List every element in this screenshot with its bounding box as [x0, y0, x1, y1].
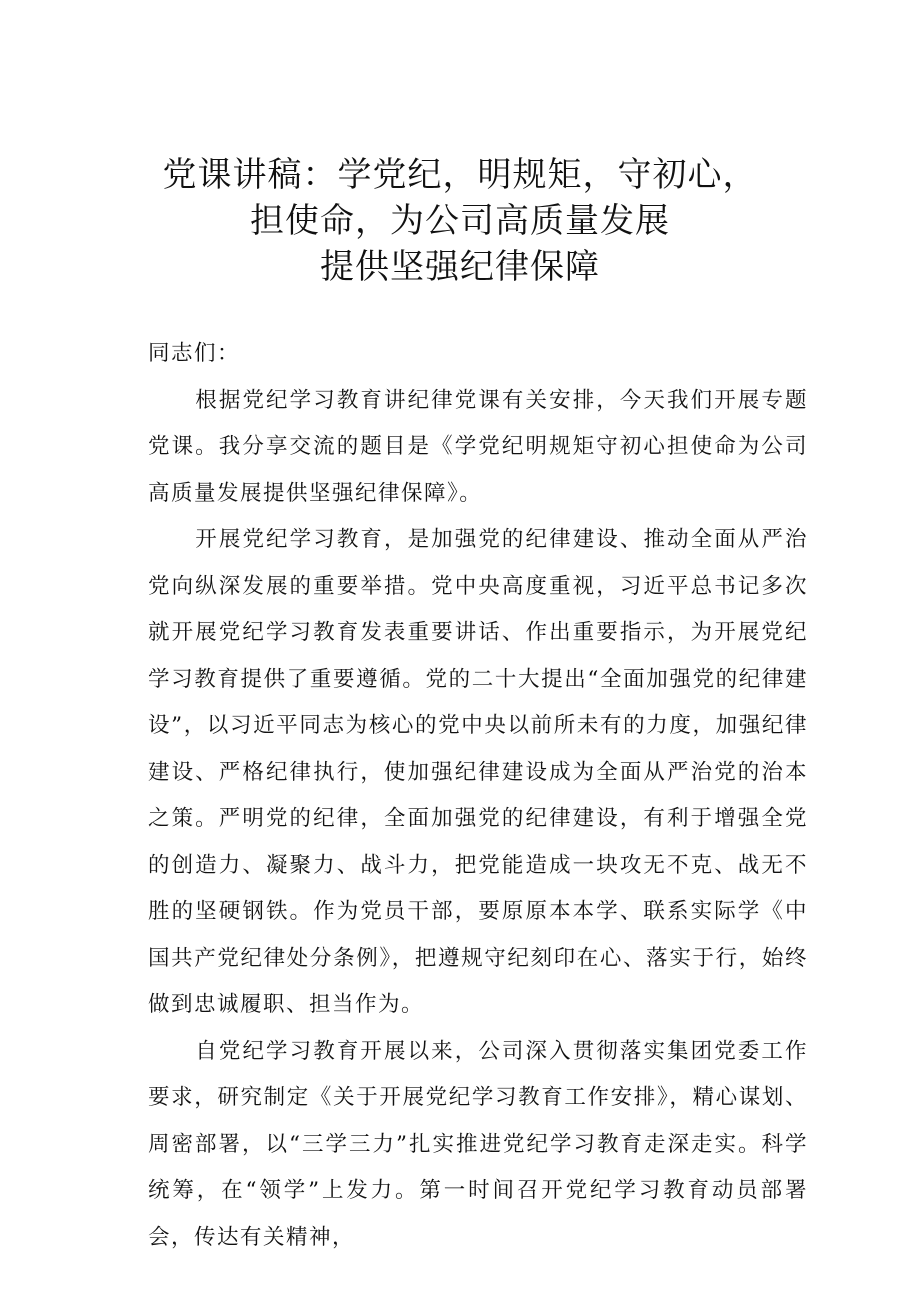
title-line-3: 提供坚强纪律保障 — [320, 247, 600, 287]
paragraph-2: 开展党纪学习教育，是加强党的纪律建设、推动全面从严治党向纵深发展的重要举措。党中央高度重视，习近平总书记多次就开展党纪学习教育发表重要讲话、作出重要指示，为开展党纪学习教育提供了重要遵循。党的二十大提出“全面加强党的纪律建设”，以习近平同志为核心的党中央以前所未有的力度，加强纪律建设、严格纪律执行，使加强纪律建设成为全面从严治党的治本之策。严明党的纪律，全面加强党的纪律建设，有利于增强全党的创造力、凝聚力、战斗力，把党能造成一块攻无不克、战无不胜的坚硬钢铁。作为党员干部，要原原本本学、联系实际学《中国共产党纪律处分条例》，把遵规守纪刻印在心、落实于行，始终做到忠诚履职、担当作为。 — [148, 527, 808, 1017]
title-line-2: 担使命，为公司高质量发展 — [250, 201, 670, 241]
paragraph-3: 自党纪学习教育开展以来，公司深入贯彻落实集团党委工作要求，研究制定《关于开展党纪学习教育工作安排》，精心谋划、周密部署，以“三学三力”扎实推进党纪学习教育走深走实。科学统筹，在“领学”上发力。第一时间召开党纪学习教育动员部署会，传达有关精神， — [148, 1038, 808, 1250]
document-body — [148, 331, 808, 1261]
paragraph-1: 根据党纪学习教育讲纪律党课有关安排，今天我们开展专题党课。我分享交流的题目是《学党纪明规矩守初心担使命为公司高质量发展提供坚强纪律保障》。 — [148, 387, 808, 506]
document-title — [120, 152, 800, 290]
greeting: 同志们： — [148, 341, 241, 366]
title-line-1: 党课讲稿：学党纪，明规矩，守初心， — [162, 155, 758, 195]
